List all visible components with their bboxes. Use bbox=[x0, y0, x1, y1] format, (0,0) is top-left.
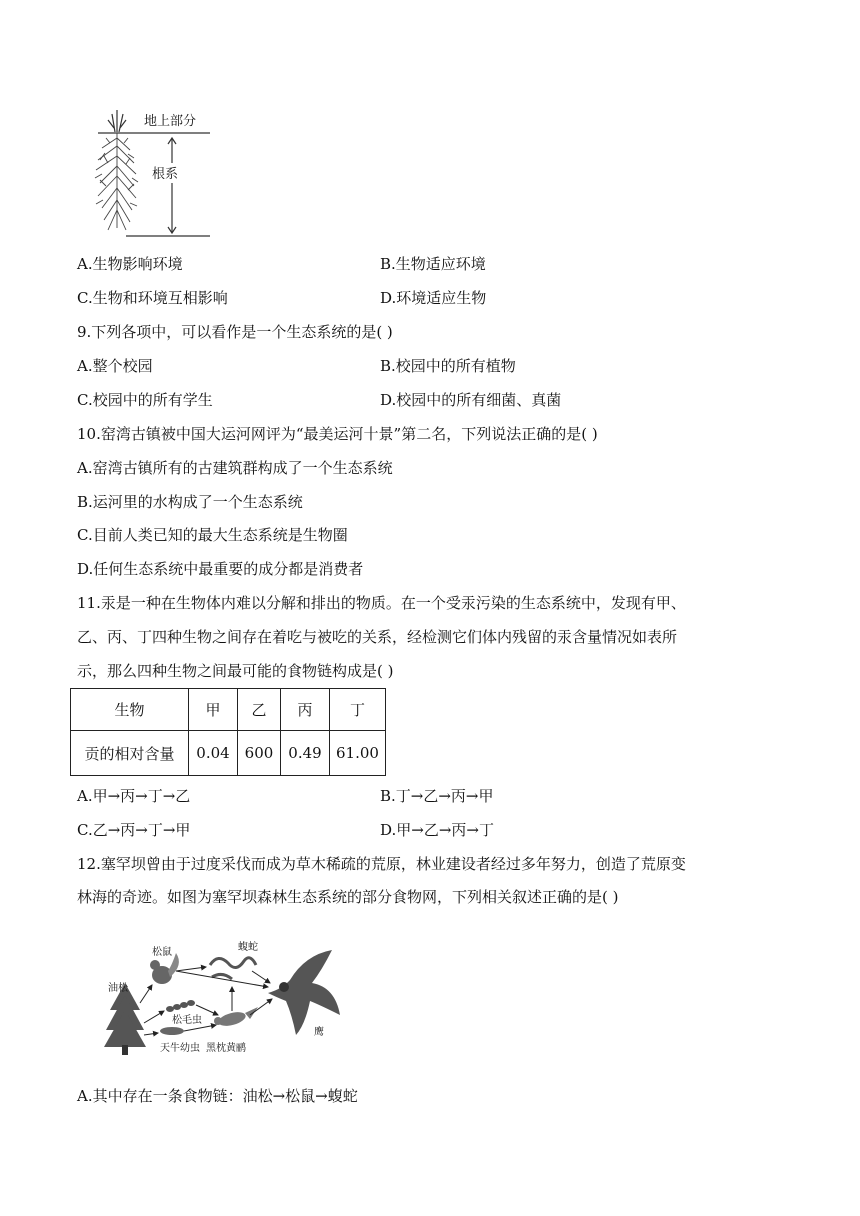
q11-option-d: D.甲→乙→丙→丁 bbox=[380, 821, 494, 839]
pine-label: 油松 bbox=[108, 983, 128, 994]
oriole-label: 黑枕黄鹂 bbox=[206, 1043, 246, 1054]
table-cell: 0.49 bbox=[281, 731, 330, 776]
arrow-squirrel-viper bbox=[176, 967, 206, 971]
squirrel-label: 松鼠 bbox=[152, 947, 172, 958]
q9-stem: 9.下列各项中，可以看作是一个生态系统的是( ) bbox=[77, 323, 393, 341]
q8-option-a: A.生物影响环境 bbox=[77, 255, 183, 273]
q11-stem-line2: 乙、丙、丁四种生物之间存在着吃与被吃的关系，经检测它们体内残留的汞含量情况如表所 bbox=[77, 628, 678, 646]
larva-label: 天牛幼虫 bbox=[160, 1043, 200, 1054]
table-header-row bbox=[71, 689, 386, 731]
q8-option-c: C.生物和环境互相影响 bbox=[77, 289, 228, 307]
q9-option-b: B.校园中的所有植物 bbox=[380, 357, 516, 375]
q10-option-c: C.目前人类已知的最大生态系统是生物圈 bbox=[77, 526, 348, 544]
table-cell: 0.04 bbox=[189, 731, 238, 776]
q9-option-c: C.校园中的所有学生 bbox=[77, 391, 213, 409]
table-header-cell: 丙 bbox=[281, 689, 330, 731]
q11-option-c: C.乙→丙→丁→甲 bbox=[77, 821, 191, 839]
arrow-oriole-hawk bbox=[250, 999, 272, 1015]
q10-option-d: D.任何生态系统中最重要的成分都是消费者 bbox=[77, 560, 364, 578]
q10-option-a: A.窑湾古镇所有的古建筑群构成了一个生态系统 bbox=[77, 459, 393, 477]
hawk-icon bbox=[268, 950, 340, 1035]
viper-icon bbox=[210, 958, 256, 979]
q11-stem-line3: 示，那么四种生物之间最可能的食物链构成是( ) bbox=[77, 662, 394, 680]
table-cell: 600 bbox=[238, 731, 281, 776]
q12-stem-line1: 12.塞罕坝曾由于过度采伐而成为草木稀疏的荒原，林业建设者经过多年努力，创造了荒原变 bbox=[77, 855, 686, 873]
plant-root-figure bbox=[90, 108, 220, 243]
mercury-table bbox=[70, 688, 386, 776]
q11-option-a: A.甲→丙→丁→乙 bbox=[77, 787, 191, 805]
q8-option-b: B.生物适应环境 bbox=[380, 255, 486, 273]
arrow-viper-hawk bbox=[252, 971, 270, 983]
q8-option-d: D.环境适应生物 bbox=[380, 289, 487, 307]
table-header-cell: 生物 bbox=[71, 689, 189, 731]
arrow-pine-larva bbox=[144, 1033, 158, 1035]
table-header-cell: 丁 bbox=[330, 689, 386, 731]
q9-option-a: A.整个校园 bbox=[77, 357, 153, 375]
table-row-label: 贡的相对含量 bbox=[71, 731, 189, 776]
q10-stem: 10.窑湾古镇被中国大运河网评为“最美运河十景”第二名，下列说法正确的是( ) bbox=[77, 425, 598, 443]
oriole-icon bbox=[214, 1007, 258, 1028]
root-system-label: 根系 bbox=[152, 167, 179, 182]
q11-option-b: B.丁→乙→丙→甲 bbox=[380, 787, 494, 805]
arrow-pine-caterpillar bbox=[144, 1011, 164, 1023]
q11-stem-line1: 11.汞是一种在生物体内难以分解和排出的物质。在一个受汞污染的生态系统中，发现有甲、 bbox=[77, 594, 686, 612]
caterpillar-label: 松毛虫 bbox=[172, 1015, 202, 1026]
table-header-cell: 乙 bbox=[238, 689, 281, 731]
hawk-label: 鹰 bbox=[314, 1027, 324, 1038]
table-row bbox=[71, 731, 386, 776]
table-cell: 61.00 bbox=[330, 731, 386, 776]
q12-stem-line2: 林海的奇迹。如图为塞罕坝森林生态系统的部分食物网，下列相关叙述正确的是( ) bbox=[77, 888, 619, 906]
above-ground-label: 地上部分 bbox=[144, 114, 197, 129]
q9-option-d: D.校园中的所有细菌、真菌 bbox=[380, 391, 562, 409]
food-web-figure bbox=[100, 935, 350, 1060]
q12-option-a: A.其中存在一条食物链：油松→松鼠→蝮蛇 bbox=[77, 1087, 358, 1105]
larva-icon bbox=[160, 1027, 184, 1035]
viper-label: 蝮蛇 bbox=[238, 942, 258, 953]
q10-option-b: B.运河里的水构成了一个生态系统 bbox=[77, 493, 303, 511]
table-header-cell: 甲 bbox=[189, 689, 238, 731]
arrow-pine-squirrel bbox=[140, 985, 152, 1003]
